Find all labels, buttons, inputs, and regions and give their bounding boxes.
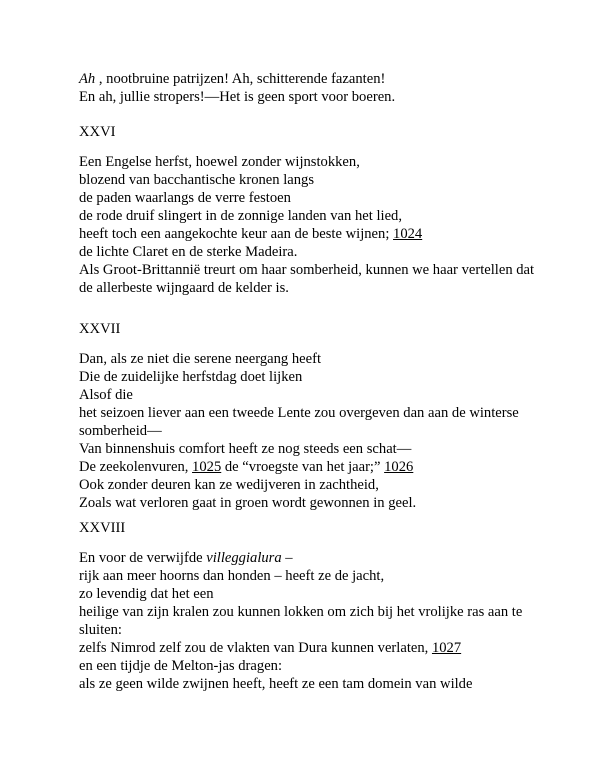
footnote-link-1027[interactable]: 1027 xyxy=(431,640,462,656)
footnote-link-1024[interactable]: 1024 xyxy=(393,226,423,242)
verse-line: En voor de verwijfde villeggialura – xyxy=(79,550,293,566)
verse-line: Zoals wat verloren gaat in groen wordt gewonnen in geel. xyxy=(79,495,417,511)
verse-line: zelfs Nimrod zelf zou de vlakten van Dura kunnen verlaten, 1027 xyxy=(79,640,462,656)
verse-line: de rode druif slingert in de zonnige landen van het lied, xyxy=(79,208,402,224)
stanza-xxviii xyxy=(79,549,549,693)
verse-line: de allerbeste wijngaard de kelder is. xyxy=(79,280,289,296)
stanza-heading: XXVIII xyxy=(79,520,126,536)
verse-line: Alsof die xyxy=(79,387,133,403)
verse-line: Ook zonder deuren kan ze wedijveren in zachtheid, xyxy=(79,477,379,493)
verse-line: rijk aan meer hoorns dan honden – heeft ze de jacht, xyxy=(79,568,385,584)
intro-italic-word: Ah xyxy=(79,71,96,87)
verse-line: Dan, als ze niet die serene neergang heeft xyxy=(79,351,322,367)
verse-line: de lichte Claret en de sterke Madeira. xyxy=(79,244,298,260)
verse-line: De zeekolenvuren, 1025 de “vroegste van het jaar;” 1026 xyxy=(79,459,414,475)
stanza-xxviii-heading-block xyxy=(79,519,549,537)
verse-line: als ze geen wilde zwijnen heeft, heeft ze een tam domein van wilde xyxy=(79,676,473,692)
stanza-xxvi-heading-block xyxy=(79,123,549,141)
stanza-heading: XXVII xyxy=(79,321,121,337)
italic-word: villeggialura xyxy=(206,550,282,566)
stanza-xxvii xyxy=(79,350,549,512)
verse-line: en een tijdje de Melton-jas dragen: xyxy=(79,658,283,674)
stanza-xxvii-heading-block xyxy=(79,320,549,338)
verse-line: blozend van bacchantische kronen langs xyxy=(79,172,315,188)
footnote-link-1026[interactable]: 1026 xyxy=(384,459,414,475)
verse-line: heilige van zijn kralen zou kunnen lokken om zich bij het vrolijke ras aan te sluiten: xyxy=(79,604,523,638)
verse-line: zo levendig dat het een xyxy=(79,586,214,602)
intro-line-1: Ah , nootbruine patrijzen! Ah, schitterende fazanten! xyxy=(79,71,386,87)
stanza-xxvi xyxy=(79,153,549,297)
intro-line-2: En ah, jullie stropers!—Het is geen sport voor boeren. xyxy=(79,89,396,105)
verse-line: Een Engelse herfst, hoewel zonder wijnstokken, xyxy=(79,154,360,170)
verse-line: heeft toch een aangekochte keur aan de beste wijnen; 1024 xyxy=(79,226,423,242)
verse-line: Die de zuidelijke herfstdag doet lijken xyxy=(79,369,303,385)
intro-stanza xyxy=(79,70,549,106)
verse-line: Als Groot-Brittannië treurt om haar somberheid, kunnen we haar vertellen dat xyxy=(79,262,535,278)
stanza-heading: XXVI xyxy=(79,124,116,140)
verse-line: het seizoen liever aan een tweede Lente zou overgeven dan aan de winterse somberheid— xyxy=(79,405,519,439)
verse-line: Van binnenshuis comfort heeft ze nog steeds een schat— xyxy=(79,441,412,457)
footnote-link-1025[interactable]: 1025 xyxy=(192,459,222,475)
verse-line: de paden waarlangs de verre festoen xyxy=(79,190,291,206)
